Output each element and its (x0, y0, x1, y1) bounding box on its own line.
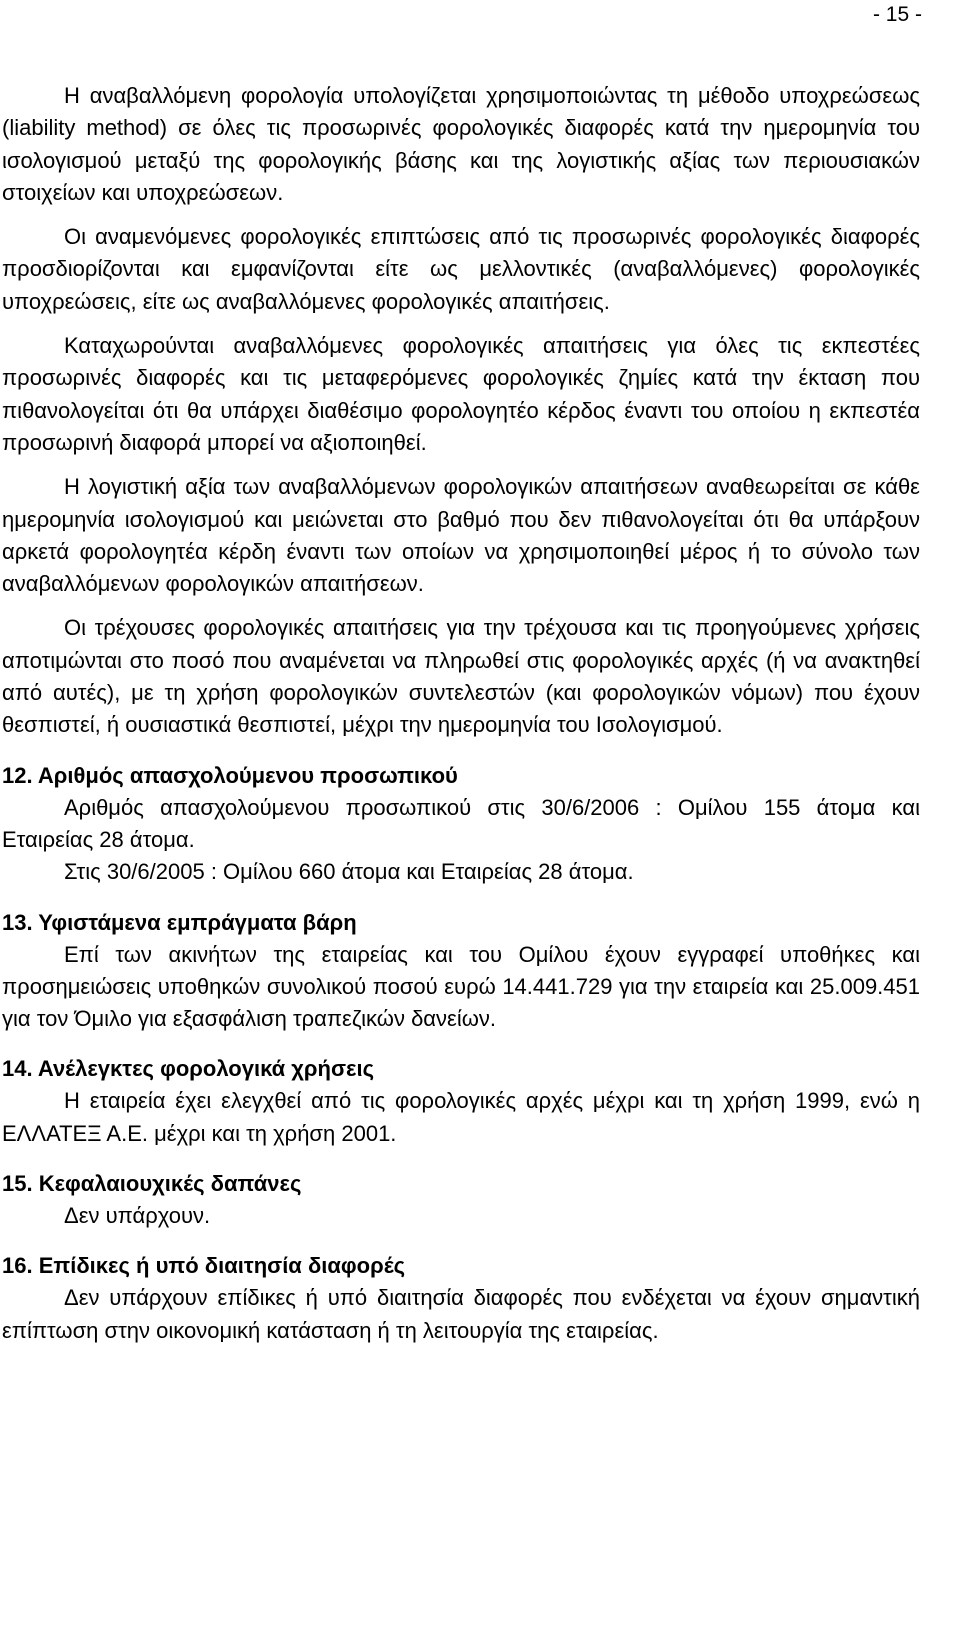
section-heading-unaudited-years: 14. Ανέλεγκτες φορολογικά χρήσεις (2, 1056, 375, 1082)
paragraph-expected-tax-effects: Οι αναμενόμενες φορολογικές επιπτώσεις από τις προσωρινές φορολογικές διαφορές προσδιορίζονται και εμφανίζονται είτε ως μελλοντικές (αναβαλλόμενες) φορολογικές υποχρεώσεις, είτε ως αναβαλλόμενες φορολογικές απαιτήσεις. (2, 224, 920, 314)
section-encumbrances-paragraph: Επί των ακινήτων της εταιρείας και του Ομίλου έχουν εγγραφεί υποθήκες και προσημειώσεις υποθηκών συνολικού ποσού ευρώ 14.441.729 για την εταιρεία και 25.009.451 για τον Όμιλο για εξασφάλιση τραπεζικών δανείων. (2, 941, 920, 1032)
paragraph-carrying-amount-review: Η λογιστική αξία των αναβαλλόμενων φορολογικών απαιτήσεων αναθεωρείται σε κάθε ημερομηνία ισολογισμού και μειώνεται στο βαθμό που δεν πιθανολογείται ότι θα υπάρξουν αρκετά φορολογητέα κέρδη έναντι των οποίων να χρησιμοποιηθεί μέρος ή το σύνολο των αναβαλλόμενων φορολογικών απαιτήσεων. (2, 474, 920, 597)
paragraph-deferred-tax-method: Η αναβαλλόμενη φορολογία υπολογίζεται χρησιμοποιώντας τη μέθοδο υποχρεώσεως (liability method) σε όλες τις προσωρινές φορολογικές διαφορές κατά την ημερομηνία του ισολογισμού μεταξύ της φορολογικής βάσης και της λογιστικής αξίας των περιουσιακών στοιχείων και υποχρεώσεων. (2, 83, 920, 205)
section-staff-paragraph-2: Στις 30/6/2005 : Ομίλου 660 άτομα και Εταιρείας 28 άτομα. (64, 859, 634, 885)
paragraph-current-tax: Οι τρέχουσες φορολογικές απαιτήσεις για την τρέχουσα και τις προηγούμενες χρήσεις αποτιμώνται στο ποσό που αναμένεται να πληρωθεί στις φορολογικές αρχές (ή να ανακτηθεί από αυτές), με τη χρήση φορολογικών συντελεστών (και φορολογικών νόμων) που έχουν θεσπιστεί, ή ουσιαστικά θεσπιστεί, μέχρι την ημερομηνία του Ισολογισμού. (2, 615, 920, 738)
page-number: - 15 - (872, 3, 922, 26)
paragraph-deferred-tax-assets: Καταχωρούνται αναβαλλόμενες φορολογικές απαιτήσεις για όλες τις εκπεστέες προσωρινές διαφορές και τις μεταφερόμενες φορολογικές ζημίες κατά την έκταση που πιθανολογείται ότι θα υπάρχει διαθέσιμο φορολογητέο κέρδος έναντι του οποίου η εκπεστέα προσωρινή διαφορά μπορεί να αξιοποιηθεί. (2, 333, 920, 455)
section-heading-capital-expenditure: 15. Κεφαλαιουχικές δαπάνες (2, 1171, 302, 1197)
section-heading-encumbrances: 13. Υφιστάμενα εμπράγματα βάρη (2, 909, 357, 935)
section-capital-expenditure-paragraph: Δεν υπάρχουν. (64, 1203, 211, 1229)
section-heading-litigation: 16. Επίδικες ή υπό διαιτησία διαφορές (2, 1253, 406, 1279)
section-staff-paragraph-1: Αριθμός απασχολούμενου προσωπικού στις 30/6/2006 : Ομίλου 155 άτομα και Εταιρείας 28 άτομα. (2, 794, 920, 852)
section-litigation-paragraph: Δεν υπάρχουν επίδικες ή υπό διαιτησία διαφορές που ενδέχεται να έχουν σημαντική επίπτωση στην οικονομική κατάσταση ή τη λειτουργία της εταιρείας. (2, 1285, 920, 1343)
section-heading-staff: 12. Αριθμός απασχολούμενου προσωπικού (2, 762, 458, 788)
section-unaudited-years-paragraph: Η εταιρεία έχει ελεγχθεί από τις φορολογικές αρχές μέχρι και τη χρήση 1999, ενώ η ΕΛΛΑΤΕΞ Α.Ε. μέχρι και τη χρήση 2001. (2, 1088, 920, 1146)
page-content (2, 80, 920, 1347)
